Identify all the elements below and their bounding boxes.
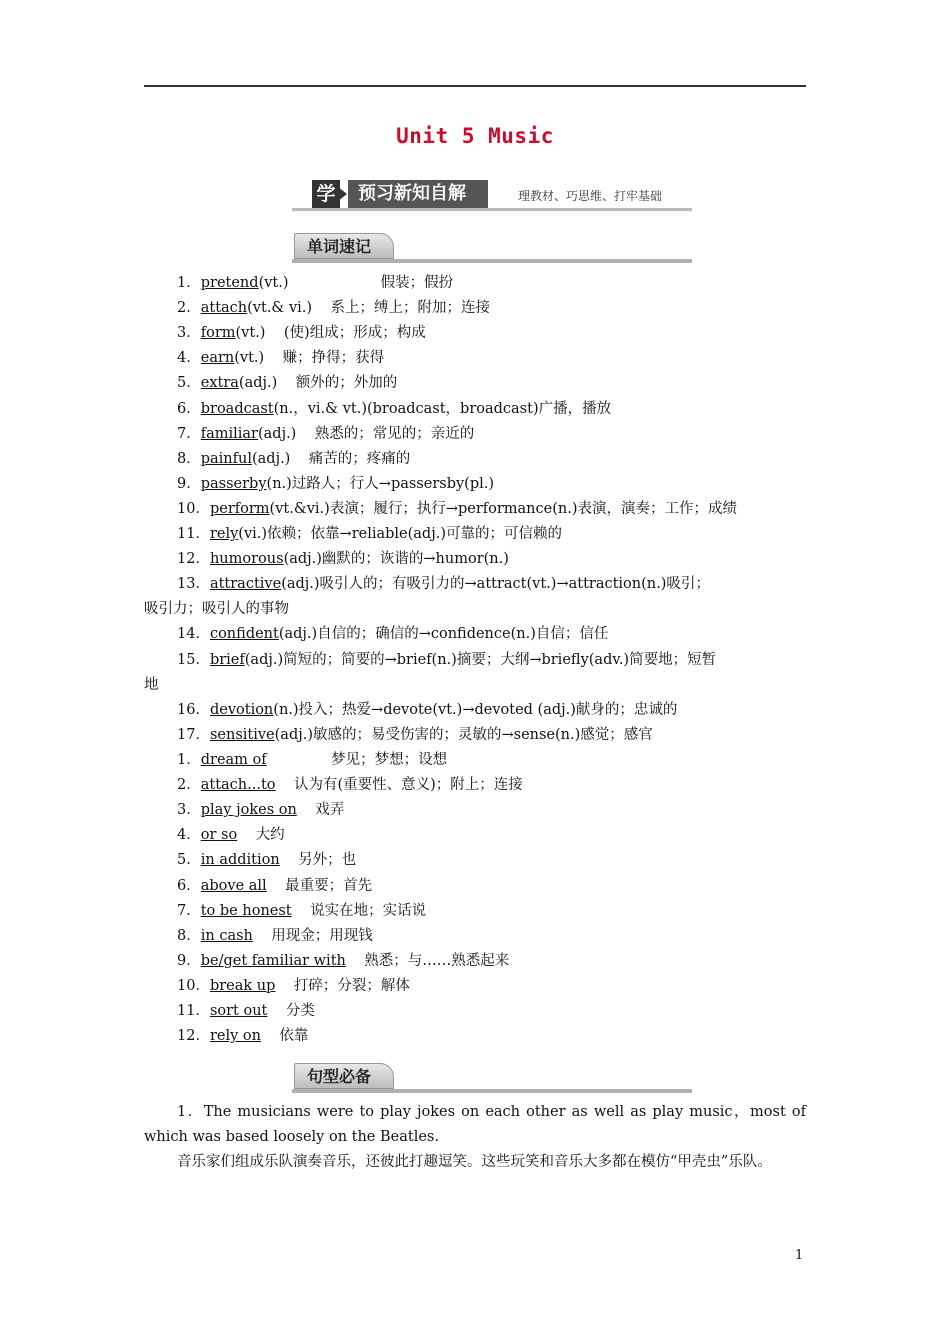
item-term: in addition bbox=[200, 852, 280, 869]
item-definition: 另外；也 bbox=[279, 852, 357, 869]
item-term: or so bbox=[200, 827, 238, 844]
list-item bbox=[177, 622, 847, 647]
list-item bbox=[177, 798, 847, 823]
item-term: pretend bbox=[200, 275, 259, 291]
sentence-chinese: 音乐家们组成乐队演奏音乐，还彼此打趣逗笑。这些玩笑和音乐大多都在模仿“甲壳虫”乐队。 bbox=[177, 1154, 772, 1170]
item-number: 15． bbox=[177, 651, 210, 668]
item-term: rely on bbox=[209, 1028, 261, 1045]
item-term: dream of bbox=[200, 752, 267, 768]
item-term: devotion bbox=[209, 701, 274, 718]
sentence-english: 1．The musicians were to play jokes on each other as well as play music，most of which was based loosely on the Beatles. bbox=[144, 1104, 806, 1145]
list-item bbox=[177, 723, 847, 748]
item-term: perform bbox=[209, 500, 270, 517]
item-number: 17． bbox=[177, 726, 210, 743]
item-definition: (adj.)幽默的；诙谐的→humor(n.) bbox=[283, 551, 509, 568]
item-number: 9． bbox=[177, 952, 201, 969]
list-item bbox=[177, 572, 847, 597]
section-title: 单词速记 bbox=[294, 233, 394, 259]
item-definition: 认为有(重要性、意义)；附上；连接 bbox=[275, 777, 523, 794]
item-number: 13． bbox=[177, 576, 210, 593]
item-number: 5． bbox=[177, 375, 201, 392]
item-number: 8． bbox=[177, 927, 201, 944]
item-number: 4． bbox=[177, 827, 201, 844]
item-number: 5． bbox=[177, 852, 201, 869]
list-item bbox=[177, 1024, 847, 1049]
list-item bbox=[177, 823, 847, 848]
list-item bbox=[177, 296, 847, 321]
item-number: 11． bbox=[177, 526, 210, 542]
item-definition: (vi.)依赖；依靠→reliable(adj.)可靠的；可信赖的 bbox=[238, 526, 562, 542]
banner-subtitle: 理教材、巧思维、打牢基础 bbox=[518, 189, 663, 203]
banner-title: 预习新知自解 bbox=[348, 180, 488, 208]
item-number: 16． bbox=[177, 701, 210, 718]
item-term: attach...to bbox=[200, 777, 276, 794]
list-item bbox=[177, 371, 847, 396]
list-item bbox=[177, 999, 847, 1024]
item-term: break up bbox=[209, 977, 276, 994]
item-definition: 说实在地；实话说 bbox=[291, 902, 427, 919]
section-underline bbox=[292, 1089, 692, 1093]
item-definition: (vt.& vi.) 系上；缚上；附加；连接 bbox=[247, 300, 490, 317]
item-definition: 地 bbox=[144, 676, 159, 693]
item-term: sort out bbox=[209, 1003, 268, 1019]
item-definition: (adj.)简短的；简要的→brief(n.)摘要；大纲→briefly(adv.)简要地；短暂 bbox=[244, 651, 717, 668]
item-definition: (adj.)自信的；确信的→confidence(n.)自信；信任 bbox=[278, 626, 609, 643]
item-number: 1． bbox=[177, 752, 201, 768]
banner-underline bbox=[292, 208, 692, 211]
item-term: confident bbox=[209, 626, 279, 643]
item-definition: (n.)投入；热爱→devote(vt.)→devoted (adj.)献身的；忠诚的 bbox=[273, 701, 678, 718]
item-definition: 梦见；梦想；设想 bbox=[266, 752, 448, 768]
item-definition: (n.)过路人；行人→passersby(pl.) bbox=[266, 475, 495, 492]
list-item bbox=[177, 271, 847, 296]
item-term: passerby bbox=[200, 475, 267, 492]
item-term: form bbox=[200, 325, 236, 342]
list-item bbox=[177, 773, 847, 798]
list-item bbox=[177, 874, 847, 899]
item-number: 10． bbox=[177, 977, 210, 994]
list-item bbox=[177, 397, 847, 422]
item-term: broadcast bbox=[200, 400, 274, 417]
item-number: 7． bbox=[177, 425, 201, 442]
section-header-sentences bbox=[292, 1063, 692, 1093]
item-term: attractive bbox=[209, 576, 282, 593]
section-header-words bbox=[292, 233, 692, 263]
item-term: painful bbox=[200, 450, 252, 467]
item-number: 2． bbox=[177, 300, 201, 317]
item-definition: 戏弄 bbox=[296, 802, 345, 819]
list-item bbox=[177, 497, 847, 522]
item-number: 2． bbox=[177, 777, 201, 794]
item-definition: (adj.) 额外的；外加的 bbox=[238, 375, 398, 392]
item-term: familiar bbox=[200, 425, 258, 442]
item-term: to be honest bbox=[200, 902, 292, 919]
item-definition: 最重要；首先 bbox=[266, 877, 373, 894]
item-number: 7． bbox=[177, 902, 201, 919]
item-term: attach bbox=[200, 300, 248, 317]
item-term: sensitive bbox=[209, 726, 275, 743]
list-item-continuation bbox=[144, 597, 814, 622]
item-term: play jokes on bbox=[200, 802, 297, 819]
list-item bbox=[177, 648, 847, 673]
list-item-continuation bbox=[144, 673, 814, 698]
item-number: 10． bbox=[177, 500, 210, 517]
section-title: 句型必备 bbox=[294, 1063, 394, 1089]
section-banner bbox=[292, 178, 692, 212]
list-item bbox=[177, 924, 847, 949]
item-term: in cash bbox=[200, 927, 253, 944]
item-definition: (vt.) 假装；假扮 bbox=[258, 275, 454, 291]
item-definition: 打碎；分裂；解体 bbox=[275, 977, 410, 994]
list-item bbox=[177, 422, 847, 447]
item-number: 3． bbox=[177, 325, 201, 342]
item-term: above all bbox=[200, 877, 267, 894]
list-item bbox=[177, 848, 847, 873]
item-number: 11． bbox=[177, 1003, 210, 1019]
item-number: 14． bbox=[177, 626, 210, 643]
list-item bbox=[177, 748, 847, 773]
item-definition: 用现金；用现钱 bbox=[252, 927, 373, 944]
item-number: 9． bbox=[177, 475, 201, 492]
item-term: extra bbox=[200, 375, 239, 392]
item-term: rely bbox=[209, 526, 239, 542]
list-item bbox=[177, 346, 847, 371]
item-definition: 分类 bbox=[267, 1003, 315, 1019]
page-number: 1 bbox=[795, 1248, 804, 1263]
item-term: brief bbox=[209, 651, 245, 668]
list-item bbox=[177, 547, 847, 572]
item-definition: (vt.) (使)组成；形成；构成 bbox=[235, 325, 426, 342]
list-item bbox=[177, 949, 847, 974]
item-definition: 吸引力；吸引人的事物 bbox=[144, 601, 289, 618]
banner-icon: 学 bbox=[312, 180, 340, 208]
section-underline bbox=[292, 259, 692, 263]
list-item bbox=[177, 447, 847, 472]
item-definition: (adj.)敏感的；易受伤害的；灵敏的→sense(n.)感觉；感官 bbox=[274, 726, 653, 743]
item-number: 8． bbox=[177, 450, 201, 467]
item-definition: 大约 bbox=[237, 827, 285, 844]
item-number: 4． bbox=[177, 350, 201, 367]
item-number: 1． bbox=[177, 275, 201, 291]
top-rule bbox=[144, 85, 806, 87]
item-definition: (n.，vi.& vt.)(broadcast，broadcast)广播，播放 bbox=[273, 400, 612, 417]
item-term: be/get familiar with bbox=[200, 952, 346, 969]
item-definition: (vt.&vi.)表演；履行；执行→performance(n.)表演，演奏；工作；成绩 bbox=[269, 500, 737, 517]
item-definition: 熟悉；与……熟悉起来 bbox=[345, 952, 510, 969]
item-term: earn bbox=[200, 350, 235, 367]
item-definition: 依靠 bbox=[260, 1028, 309, 1045]
item-number: 3． bbox=[177, 802, 201, 819]
item-term: humorous bbox=[209, 551, 284, 568]
list-item bbox=[177, 321, 847, 346]
item-number: 12． bbox=[177, 1028, 210, 1045]
item-definition: (vt.) 赚；挣得；获得 bbox=[234, 350, 385, 367]
list-item bbox=[177, 974, 847, 999]
list-item bbox=[177, 522, 847, 547]
list-item bbox=[177, 698, 847, 723]
item-number: 12． bbox=[177, 551, 210, 568]
page-title: Unit 5 Music bbox=[396, 124, 554, 148]
banner-arrow-icon bbox=[338, 187, 347, 201]
item-definition: (adj.)吸引人的；有吸引力的→attract(vt.)→attraction(n.)吸引； bbox=[281, 576, 710, 593]
item-number: 6． bbox=[177, 877, 201, 894]
item-definition: (adj.) 痛苦的；疼痛的 bbox=[251, 450, 411, 467]
item-definition: (adj.) 熟悉的；常见的；亲近的 bbox=[257, 425, 475, 442]
list-item bbox=[177, 472, 847, 497]
item-number: 6． bbox=[177, 400, 201, 417]
list-item bbox=[177, 899, 847, 924]
